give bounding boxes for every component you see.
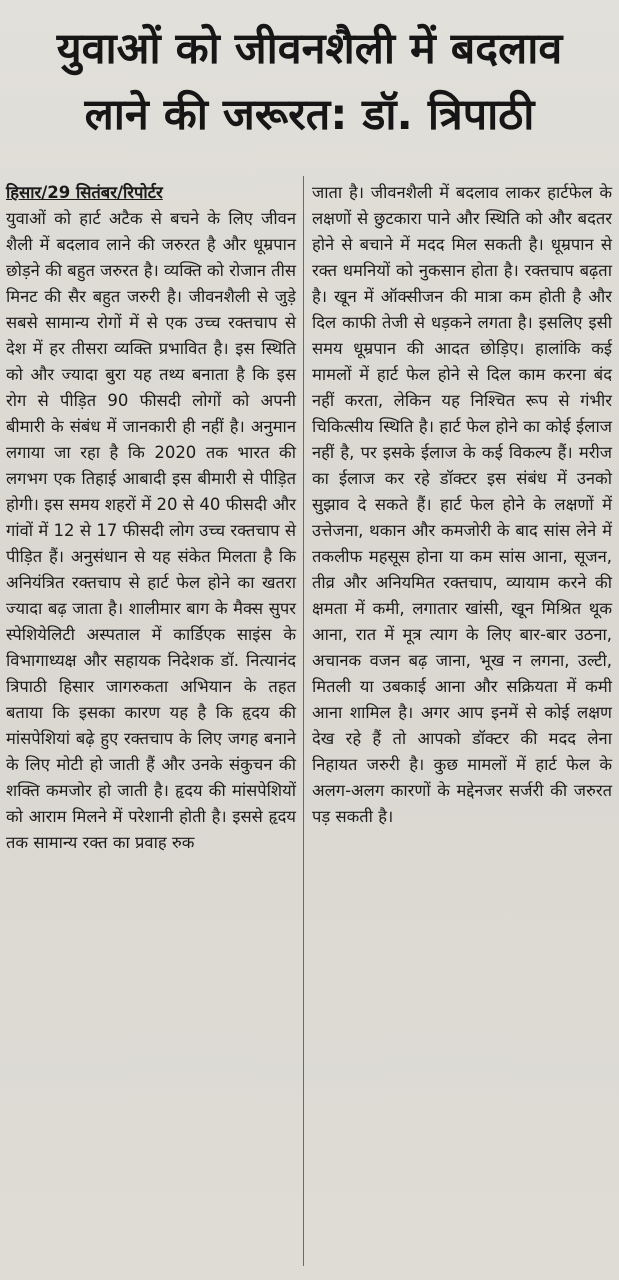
article-body-left: युवाओं को हार्ट अटैक से बचने के लिए जीवन शैली में बदलाव लाने की जरुरत है और धूम्रपान छोड़ने की बहुत जरुरत है। व्यक्ति को रोजान तीस मिनट की सैर बहुत जरुरी है। जीवनशैली से जुड़े सबसे सामान्य रोगों में से एक उच्च रक्तचाप से देश में हर तीसरा व्यक्ति प्रभावित है। इस स्थिति को और ज्यादा बुरा यह तथ्य बनाता है कि इस रोग से पीड़ित 90 फीसदी लोगों को अपनी बीमारी के संबंध में जानकारी ही नहीं है। अनुमान लगाया जा रहा है कि 2020 तक भारत की लगभग एक तिहाई आबादी इस बीमारी से पीड़ित होगी। इस समय शहरों में 20 से 40 फीसदी और गांवों में 12 से 17 फीसदी लोग उच्च रक्तचाप से पीड़ित हैं। अनुसंधान से यह संकेत मिलता है कि अनियंत्रित रक्तचाप से हार्ट फेल होने का खतरा ज्यादा बढ़ जाता है। शालीमार बाग के मैक्स सुपर स्पेशियेलिटी अस्पताल में कार्डिएक साइंस के विभागाध्यक्ष और सहायक निदेशक डॉ. नित्यानंद त्रिपाठी हिसार जागरुकता अभियान के तहत बताया कि इसका कारण यह है कि हृदय की मांसपेशियां बढ़े हुए रक्तचाप के लिए जगह बनाने के लिए मोटी हो जाती हैं और उनके संकुचन की शक्ति कमजोर हो जाती है। हृदय की मांसपेशियों को आराम मिलने में परेशानी होती है। इससे हृदय तक सामान्य रक्त का प्रवाह रुक: [6, 209, 296, 852]
article-dateline: हिसार/29 सितंबर/रिपोर्टर: [6, 183, 163, 202]
article-body-right: जाता है। जीवनशैली में बदलाव लाकर हार्टफेल के लक्षणों से छुटकारा पाने और स्थिति को और बदतर होने से बचाने में मदद मिल सकती है। धूम्रपान से रक्त धमनियों को नुकसान होता है। रक्तचाप बढ़ता है। खून में ऑक्सीजन की मात्रा कम होती है और दिल काफी तेजी से धड़कने लगता है। इसलिए इसी समय धूम्रपान की आदत छोड़िए। हालांकि कई मामलों में हार्ट फेल होने से दिल काम करना बंद नहीं करता, लेकिन यह निश्चित रूप से गंभीर चिकित्सीय स्थिति है। हार्ट फेल होने का कोई ईलाज नहीं है, पर इसके ईलाज के कई विकल्प हैं। मरीज का ईलाज कर रहे डॉक्टर इस संबंध में उनको सुझाव दे सकते हैं। हार्ट फेल होने के लक्षणों में उत्तेजना, थकान और कमजोरी के बाद सांस लेने में तकलीफ महसूस होना या कम सांस आना, सूजन, तीव्र और अनियमित रक्तचाप, व्यायाम करने की क्षमता में कमी, लगातार खांसी, खून मिश्रित थूक आना, रात में मूत्र त्याग के लिए बार-बार उठना, अचानक वजन बढ़ जाना, भूख न लगना, उल्टी, मितली या उबकाई आना और सक्रियता में कमी आना शामिल है। अगर आप इनमें से कोई लक्षण देख रहे हैं तो आपको डॉक्टर की मदद लेना निहायत जरुरी है। कुछ मामलों में हार्ट फेल के अलग-अलग कारणों के मद्देनजर सर्जरी की जरुरत पड़ सकती है।: [312, 183, 612, 826]
article-headline: [0, 0, 619, 168]
headline-line-2: लाने की जरूरत: डॉ. त्रिपाठी: [84, 90, 535, 140]
headline-line-1: युवाओं को जीवनशैली में बदलाव: [56, 24, 563, 74]
article-column-right: [312, 176, 612, 830]
article-column-left: [6, 176, 296, 856]
column-divider: [303, 176, 304, 1266]
article-columns: [0, 176, 619, 1280]
